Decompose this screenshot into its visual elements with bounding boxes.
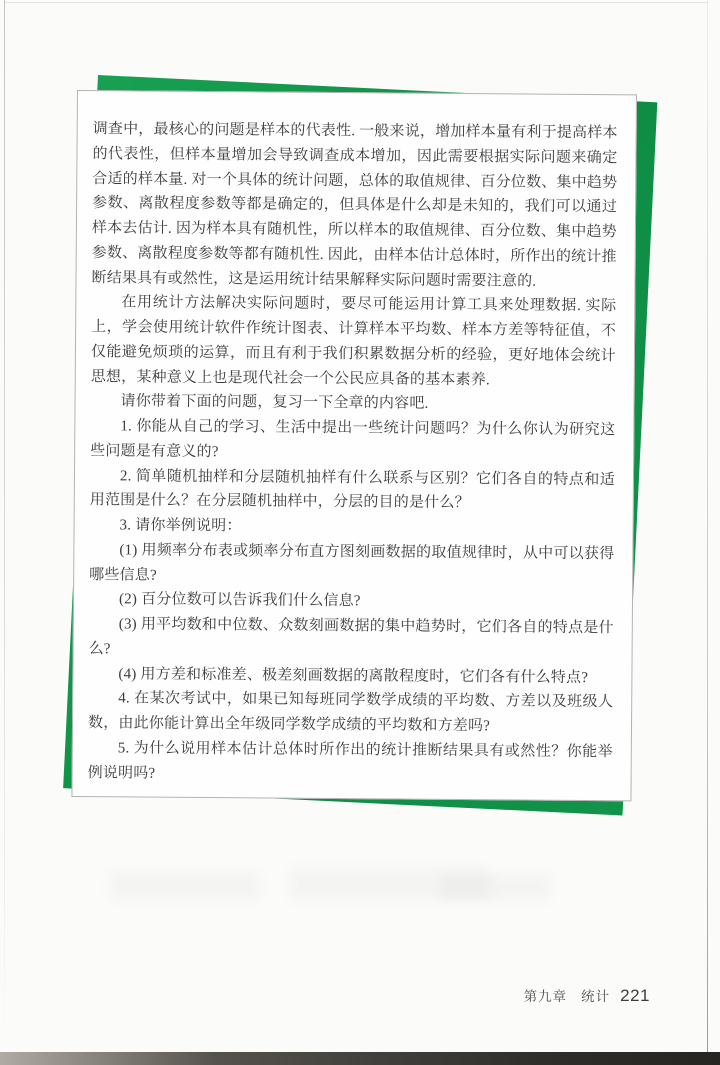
paragraph-review-prompt: 请你带着下面的问题，复习一下全章的内容吧. <box>120 393 429 413</box>
page-footer <box>524 985 650 1006</box>
scan-border-left <box>4 0 5 1052</box>
question-3-sub-1: (1) 用频率分布表或频率分布直方图刻画数据的取值规律时，从中可以获得哪些信息? <box>89 542 615 584</box>
question-3-sub-2: (2) 百分位数可以告诉我们什么信息? <box>118 591 361 610</box>
scan-border-top <box>4 2 708 3</box>
question-3: 3. 请你举例说明： <box>119 517 242 535</box>
page-number: 221 <box>620 986 650 1005</box>
page-smudge <box>440 874 550 900</box>
question-4: 4. 在某次考试中，如果已知每班同学数学成绩的平均数、方差以及班级人数，由此你能计算出全年级同学数学成绩的平均数和方差吗? <box>87 690 614 735</box>
content-card <box>71 90 637 801</box>
paragraph-sample-representativeness: 调查中，最核心的问题是样本的代表性. 一般来说，增加样本量有利于提高样本的代表性，但样本量增加会导致调查成本增加，因此需要根据实际问题来确定合适的样本量. 对一个具体的统计问题，总体的取值规律、百分位数、集中趋势参数、离散程度参数等都是确定的，但具体是什么却是未知的，我们可以通过样本去估计. 因为样本具有随机性，所以样本的取值规律、百分位数、集中趋势参数、离散程度参数等都有随机性. 因此，由样本估计总体时，所作出的统计推断结果具有或然性，这是运用统计结果解释实际问题时需要注意的. <box>91 121 618 290</box>
question-3-sub-3: (3) 用平均数和中位数、众数刻画数据的集中趋势时，它们各自的特点是什么? <box>88 616 614 658</box>
question-5: 5. 为什么说用样本估计总体时所作出的统计推断结果具有或然性？你能举例说明吗? <box>87 740 613 782</box>
paragraph-computing-tools: 在用统计方法解决实际问题时，要尽可能运用计算工具来处理数据. 实际上，学会使用统计软件作统计图表、计算样本平均数、样本方差等特征值，不仅能避免烦琐的运算，而且有利于我们积累数据分析的经验，更好地体会统计思想，某种意义上也是现代社会一个公民应具备的基本素养. <box>90 294 617 388</box>
question-2: 2. 简单随机抽样和分层随机抽样有什么联系与区别？它们各自的特点和适用范围是什么？在分层随机抽样中，分层的目的是什么？ <box>89 467 616 512</box>
section-label: 统计 <box>581 989 611 1004</box>
scan-border-bottom-band <box>0 1052 720 1065</box>
chapter-label: 第九章 <box>523 989 568 1004</box>
scan-border-right <box>707 0 708 1052</box>
question-3-sub-4: (4) 用方差和标准差、极差刻画数据的离散程度时，它们各有什么特点? <box>118 665 589 686</box>
page-smudge <box>110 872 260 900</box>
question-1: 1. 你能从自己的学习、生活中提出一些统计问题吗？为什么你认为研究这些问题是有意义的? <box>90 418 616 460</box>
